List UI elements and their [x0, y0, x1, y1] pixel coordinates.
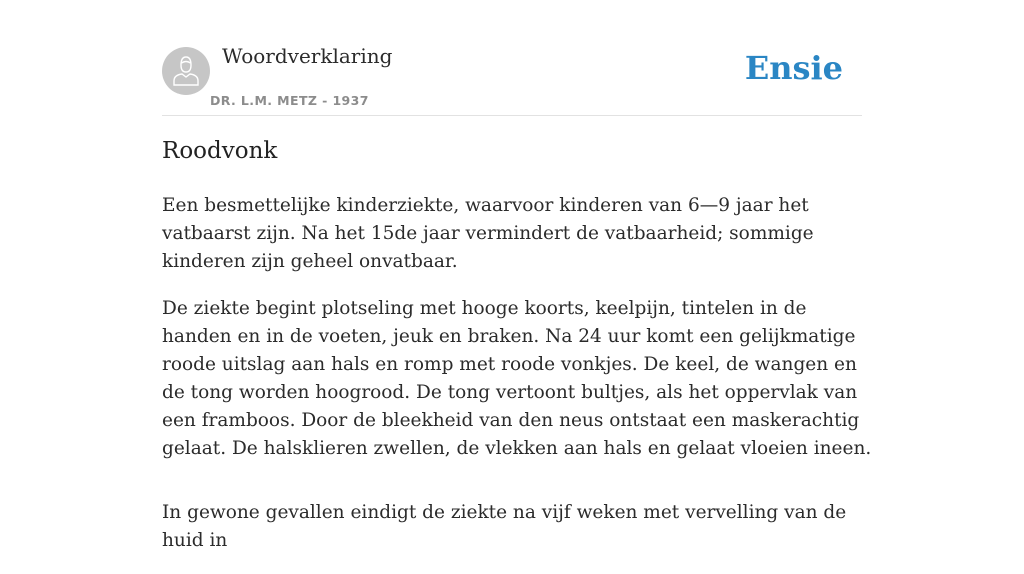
- brand-logo[interactable]: Ensie: [744, 49, 843, 87]
- header: [162, 40, 862, 116]
- user-silhouette-icon: [162, 47, 210, 95]
- entry-title: Roodvonk: [162, 138, 278, 164]
- paragraph: Een besmettelijke kinderziekte, waarvoor kinderen van 6—9 jaar het vatbaarst zijn. Na het 15de jaar vermindert de vatbaarheid; sommige kinderen zijn geheel onvatbaar.: [162, 195, 814, 272]
- avatar[interactable]: [162, 47, 210, 95]
- paragraph: In gewone gevallen eindigt de ziekte na vijf weken met vervelling van de huid in: [162, 502, 847, 551]
- entry-body: [162, 192, 872, 574]
- paragraph: De ziekte begint plotseling met hooge koorts, keelpijn, tintelen in de handen en in de voeten, jeuk en braken. Na 24 uur komt een gelijkmatige roode uitslag aan hals en romp met roode vonkjes. De keel, de wangen en de tong worden hoogrood. De tong vertoont bultjes, als het oppervlak van een framboos. Door de bleekheid van den neus ontstaat een maskerachtig gelaat. De halsklieren zwellen, de vlekken aan hals en gelaat vloeien ineen.: [162, 298, 872, 459]
- source-meta: DR. L.M. METZ - 1937: [210, 93, 369, 108]
- source-name[interactable]: Woordverklaring: [222, 44, 393, 68]
